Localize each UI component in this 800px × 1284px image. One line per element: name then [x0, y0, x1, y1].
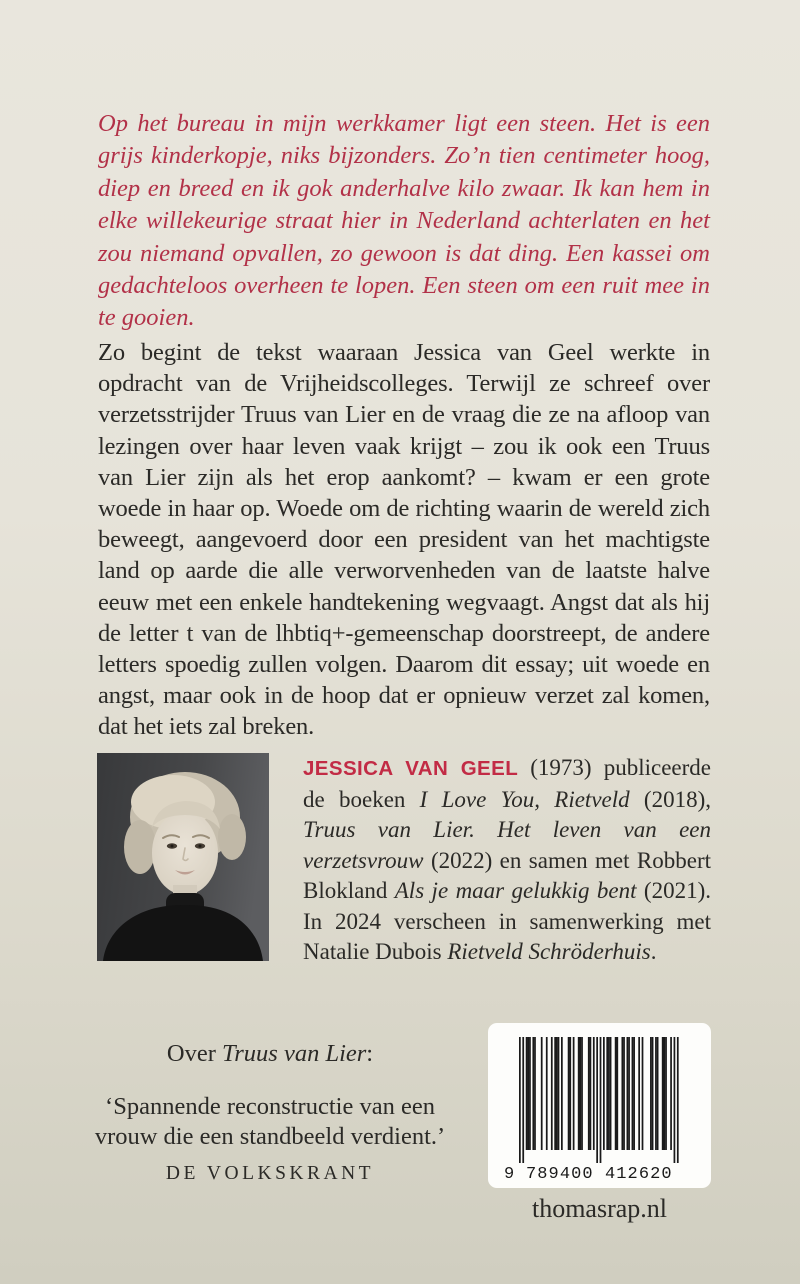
review-quote: ‘Spannende reconstructie van een vrouw die een standbeeld verdient.’	[94, 1093, 446, 1150]
review-section	[70, 1040, 470, 1185]
publisher-website: thomasrap.nl	[531, 1194, 668, 1223]
author-section	[97, 753, 711, 968]
svg-text:9: 9	[504, 1165, 515, 1184]
opening-quote-paragraph: Op het bureau in mijn werkkamer ligt een steen. Het is een grijs kinderkopje, niks bijzonders. Zo’n tien centimeter hoog, diep en breed en ik gok anderhalve kilo zwaar. Ik kan hem in elke willekeurige straat hier in Nederland achterlaten en het zou niemand opvallen, zo gewoon is dat ding. Een kassei om gedachteloos overheen te lopen. Een steen om een ruit mee in te gooien.	[98, 110, 710, 332]
isbn-barcode	[488, 1023, 711, 1188]
review-heading: Over Truus van Lier:	[166, 1040, 374, 1067]
svg-text:789400: 789400	[526, 1165, 593, 1184]
review-source: DE VOLKSKRANT	[165, 1163, 375, 1184]
description-paragraph: Zo begint de tekst waaraan Jessica van Geel werkte in opdracht van de Vrijheidscolleges. Terwijl ze schreef over verzetsstrijder Truus van Lier en de vraag die ze na afloop van lezingen over haar leven vaak krijgt – zou ik ook een Truus van Lier zijn als het erop aankomt? – kwam er een grote woede in haar op. Woede om de richting waarin de wereld zich beweegt, aangevoerd door een president van het machtigste land op aarde die alle verworvenheden van de laatste halve eeuw met een enkele handtekening wegvaagt. Angst dat als hij de letter t van de lhbtiq+-gemeenschap doorstreept, de andere letters spoedig zullen volgen. Daarom dit essay; uit woede en angst, maar ook in de hoop dat er opnieuw verzet zal komen, dat het iets zal breken.	[98, 339, 710, 741]
author-photo	[97, 753, 269, 961]
barcode-svg	[502, 1037, 697, 1185]
svg-text:412620: 412620	[605, 1165, 672, 1184]
author-name: JESSICA VAN GEEL	[303, 757, 519, 780]
author-bio-text: (1973) publiceerde de boeken I Love You, Rietveld (2018), Truus van Lier. Het leven van een verzetsvrouw (2022) en samen met Robbert Blokland Als je maar gelukkig bent (2021). In 2024 verscheen in samenwerking met Natalie Dubois Rietveld Schröderhuis.	[303, 755, 711, 964]
author-bio	[303, 753, 711, 968]
author-portrait-illustration	[97, 753, 269, 961]
